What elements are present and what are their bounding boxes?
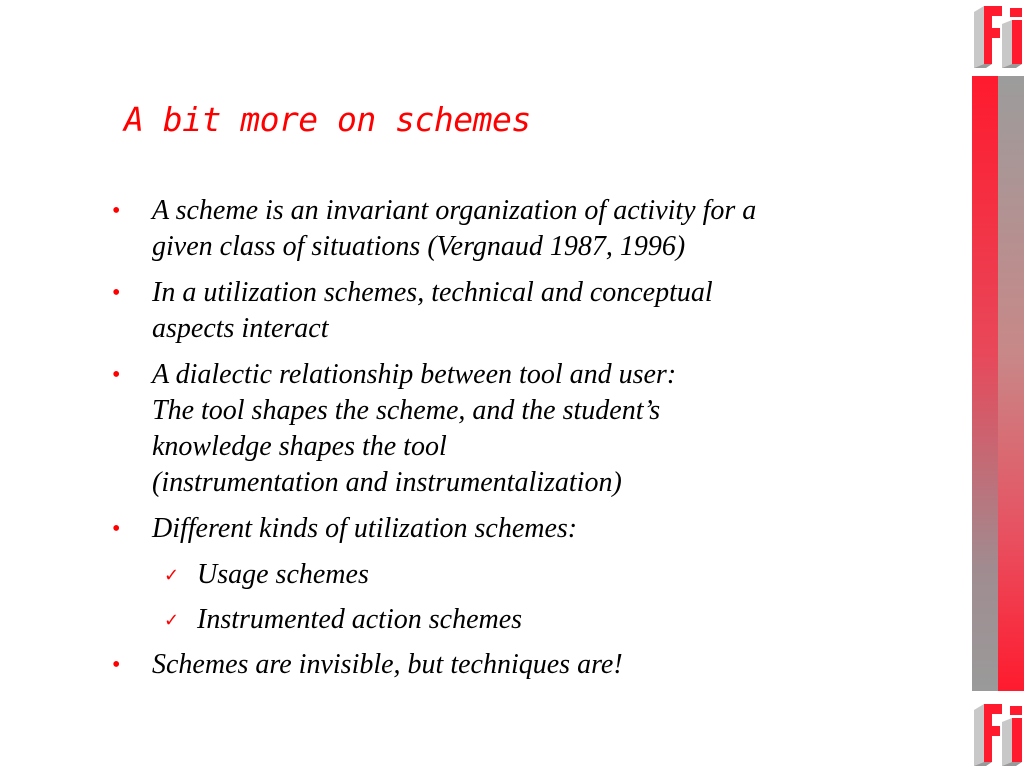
sub-item-text: Instrumented action schemes <box>197 604 523 635</box>
bullet-item <box>112 193 932 265</box>
bullet-text-line: A scheme is an invariant organization of activity for a <box>152 195 757 226</box>
fi-logo-icon <box>972 700 1024 768</box>
fi-logo-icon <box>972 2 1024 70</box>
bullet-item <box>112 647 932 683</box>
bullet-text-line: aspects interact <box>152 313 329 344</box>
bullet-item <box>112 511 932 547</box>
check-icon: ✓ <box>164 565 180 586</box>
decorative-side-bar <box>972 76 1024 691</box>
bullet-text-line: (instrumentation and instrumentalization) <box>152 467 622 498</box>
decorative-bar-gray <box>998 76 1024 691</box>
bullet-text-line: Schemes are invisible, but techniques are! <box>152 649 623 680</box>
bullet-list <box>112 193 932 693</box>
bullet-icon: • <box>112 516 121 542</box>
slide-title: A bit more on schemes <box>124 100 531 139</box>
bullet-item <box>112 275 932 347</box>
bullet-icon: • <box>112 652 121 678</box>
decorative-bar-red <box>972 76 998 691</box>
sub-item <box>112 557 932 593</box>
bullet-icon: • <box>112 362 121 388</box>
bullet-text-line: The tool shapes the scheme, and the student’s <box>152 395 661 426</box>
check-icon: ✓ <box>164 610 180 631</box>
sub-item <box>112 602 932 638</box>
bullet-icon: • <box>112 280 121 306</box>
bullet-icon: • <box>112 198 121 224</box>
bullet-text-line: knowledge shapes the tool <box>152 431 447 462</box>
bullet-item <box>112 357 932 501</box>
bullet-text-line: In a utilization schemes, technical and conceptual <box>152 277 713 308</box>
bullet-text-line: A dialectic relationship between tool and user: <box>152 359 677 390</box>
sub-item-text: Usage schemes <box>197 559 369 590</box>
bullet-text-line: Different kinds of utilization schemes: <box>152 513 578 544</box>
bullet-text-line: given class of situations (Vergnaud 1987, 1996) <box>152 231 686 262</box>
